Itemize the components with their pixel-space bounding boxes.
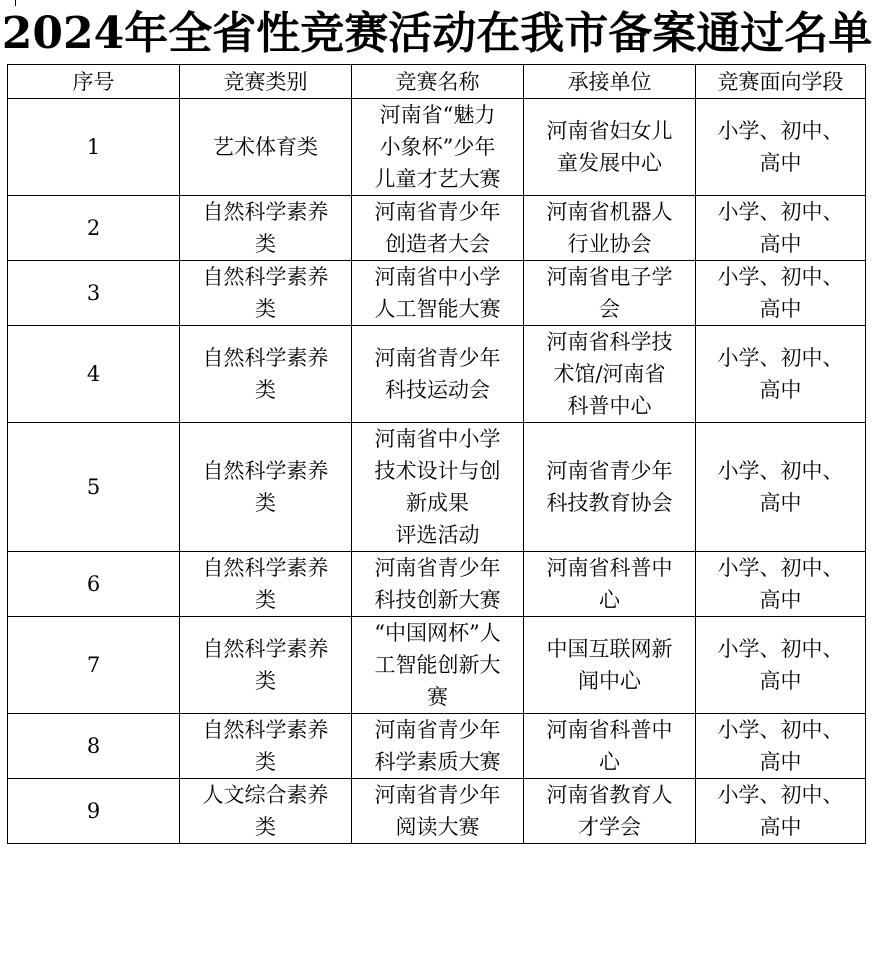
cell-organizer xyxy=(524,196,696,261)
cell-line: 自然科学素养 xyxy=(202,346,329,370)
cell-line: 河南省中小学 xyxy=(374,427,501,451)
cell-line: 高中 xyxy=(759,491,802,515)
cell-category xyxy=(180,326,352,423)
cell-school-stage xyxy=(696,423,866,552)
cell-number: 1 xyxy=(8,99,180,196)
cell-competition-name xyxy=(352,196,524,261)
cell-competition-name xyxy=(352,326,524,423)
cell-line: 类 xyxy=(255,491,276,515)
cell-line: 小学、初中、 xyxy=(717,459,844,483)
cell-line: 类 xyxy=(255,232,276,256)
cell-line: 高中 xyxy=(759,815,802,839)
cell-school-stage xyxy=(696,196,866,261)
cell-line: 术馆/河南省 xyxy=(553,362,666,386)
cell-competition-name xyxy=(352,779,524,844)
table-row xyxy=(8,99,866,196)
cell-line: 工智能创新大 xyxy=(374,653,501,677)
cell-line: 心 xyxy=(599,588,620,612)
cell-line: 河南省青少年 xyxy=(374,200,501,224)
table-row xyxy=(8,779,866,844)
cell-school-stage xyxy=(696,261,866,326)
table-header-row xyxy=(8,65,866,99)
cell-line: 童发展中心 xyxy=(557,151,662,175)
cell-line: 高中 xyxy=(759,378,802,402)
cell-school-stage xyxy=(696,779,866,844)
cell-line: 高中 xyxy=(759,232,802,256)
table-row xyxy=(8,423,866,552)
cell-line: 小学、初中、 xyxy=(717,119,844,143)
cell-line: 小象杯”少年 xyxy=(379,135,496,159)
table-row xyxy=(8,326,866,423)
cell-line: “中国网杯”人 xyxy=(374,621,501,645)
cell-line: 类 xyxy=(255,750,276,774)
cell-line: 河南省“魅力 xyxy=(379,103,496,127)
table-body xyxy=(8,99,866,844)
cell-line: 小学、初中、 xyxy=(717,556,844,580)
cell-line: 科普中心 xyxy=(567,394,652,418)
cell-line: 阅读大赛 xyxy=(395,815,480,839)
cell-line: 科技教育协会 xyxy=(546,491,673,515)
cell-line: 类 xyxy=(255,297,276,321)
table-row xyxy=(8,261,866,326)
cell-line: 科学素质大赛 xyxy=(374,750,501,774)
cell-line: 河南省青少年 xyxy=(546,459,673,483)
cell-line: 自然科学素养 xyxy=(202,556,329,580)
cell-competition-name xyxy=(352,261,524,326)
cell-organizer xyxy=(524,326,696,423)
cell-number: 6 xyxy=(8,552,180,617)
cell-line: 创造者大会 xyxy=(385,232,490,256)
cell-organizer xyxy=(524,617,696,714)
table-row xyxy=(8,714,866,779)
cell-competition-name xyxy=(352,423,524,552)
cell-line: 科技创新大赛 xyxy=(374,588,501,612)
cell-school-stage xyxy=(696,617,866,714)
cell-category xyxy=(180,552,352,617)
cell-line: 评选活动 xyxy=(395,523,480,547)
header-organizer: 承接单位 xyxy=(524,65,696,99)
cell-line: 河南省科普中 xyxy=(546,556,673,580)
cell-line: 中国互联网新 xyxy=(546,637,673,661)
cell-line: 小学、初中、 xyxy=(717,200,844,224)
cell-number: 5 xyxy=(8,423,180,552)
cell-competition-name xyxy=(352,714,524,779)
cell-line: 小学、初中、 xyxy=(717,637,844,661)
cell-line: 人文综合素养 xyxy=(202,783,329,807)
cell-line: 高中 xyxy=(759,588,802,612)
cell-line: 自然科学素养 xyxy=(202,459,329,483)
cell-line: 自然科学素养 xyxy=(202,265,329,289)
cell-line: 高中 xyxy=(759,297,802,321)
cell-line: 赛 xyxy=(427,685,448,709)
cell-organizer xyxy=(524,552,696,617)
cell-number: 8 xyxy=(8,714,180,779)
cell-line: 河南省青少年 xyxy=(374,783,501,807)
cell-category xyxy=(180,779,352,844)
cell-category: 艺术体育类 xyxy=(180,99,352,196)
cell-school-stage xyxy=(696,714,866,779)
cell-line: 类 xyxy=(255,588,276,612)
cell-line: 河南省科学技 xyxy=(546,330,673,354)
cell-line: 河南省青少年 xyxy=(374,718,501,742)
cell-line: 河南省教育人 xyxy=(546,783,673,807)
cell-organizer xyxy=(524,99,696,196)
cell-number: 4 xyxy=(8,326,180,423)
cell-organizer xyxy=(524,714,696,779)
cell-line: 才学会 xyxy=(578,815,641,839)
cell-competition-name xyxy=(352,552,524,617)
cell-organizer xyxy=(524,779,696,844)
cell-line: 高中 xyxy=(759,750,802,774)
cell-line: 河南省科普中 xyxy=(546,718,673,742)
cell-line: 河南省妇女儿 xyxy=(546,119,673,143)
cell-line: 行业协会 xyxy=(567,232,652,256)
cell-organizer xyxy=(524,261,696,326)
competition-table xyxy=(7,64,866,844)
header-category: 竞赛类别 xyxy=(180,65,352,99)
table-row xyxy=(8,617,866,714)
cell-line: 河南省青少年 xyxy=(374,346,501,370)
cell-line: 小学、初中、 xyxy=(717,265,844,289)
cell-number: 9 xyxy=(8,779,180,844)
cell-line: 科技运动会 xyxy=(385,378,490,402)
cell-line: 小学、初中、 xyxy=(717,718,844,742)
table-row xyxy=(8,552,866,617)
table-row xyxy=(8,196,866,261)
cell-school-stage xyxy=(696,552,866,617)
cell-school-stage xyxy=(696,99,866,196)
cell-number: 7 xyxy=(8,617,180,714)
cell-category xyxy=(180,423,352,552)
cell-line: 河南省电子学 xyxy=(546,265,673,289)
cell-category xyxy=(180,261,352,326)
cell-competition-name xyxy=(352,99,524,196)
cell-line: 儿童才艺大赛 xyxy=(374,167,501,191)
cell-line: 人工智能大赛 xyxy=(374,297,501,321)
cell-line: 自然科学素养 xyxy=(202,718,329,742)
cell-line: 河南省中小学 xyxy=(374,265,501,289)
cell-line: 自然科学素养 xyxy=(202,200,329,224)
header-school-stage: 竞赛面向学段 xyxy=(696,65,866,99)
cell-line: 河南省机器人 xyxy=(546,200,673,224)
cell-line: 类 xyxy=(255,378,276,402)
header-number: 序号 xyxy=(8,65,180,99)
cell-line: 小学、初中、 xyxy=(717,783,844,807)
cell-line: 技术设计与创 xyxy=(374,459,501,483)
cell-line: 高中 xyxy=(759,669,802,693)
cell-category xyxy=(180,196,352,261)
cell-line: 小学、初中、 xyxy=(717,346,844,370)
cell-line: 新成果 xyxy=(406,491,469,515)
page-title: 2024年全省性竞赛活动在我市备案通过名单 xyxy=(1,8,873,59)
cell-line: 类 xyxy=(255,815,276,839)
cell-line: 自然科学素养 xyxy=(202,637,329,661)
cell-school-stage xyxy=(696,326,866,423)
cell-category xyxy=(180,617,352,714)
cell-line: 河南省青少年 xyxy=(374,556,501,580)
cell-line: 会 xyxy=(599,297,620,321)
cell-number: 3 xyxy=(8,261,180,326)
cell-organizer xyxy=(524,423,696,552)
header-competition-name: 竞赛名称 xyxy=(352,65,524,99)
cell-line: 类 xyxy=(255,669,276,693)
cell-line: 心 xyxy=(599,750,620,774)
cell-line: 高中 xyxy=(759,151,802,175)
cell-number: 2 xyxy=(8,196,180,261)
cell-category xyxy=(180,714,352,779)
cell-competition-name xyxy=(352,617,524,714)
cell-line: 闻中心 xyxy=(578,669,641,693)
